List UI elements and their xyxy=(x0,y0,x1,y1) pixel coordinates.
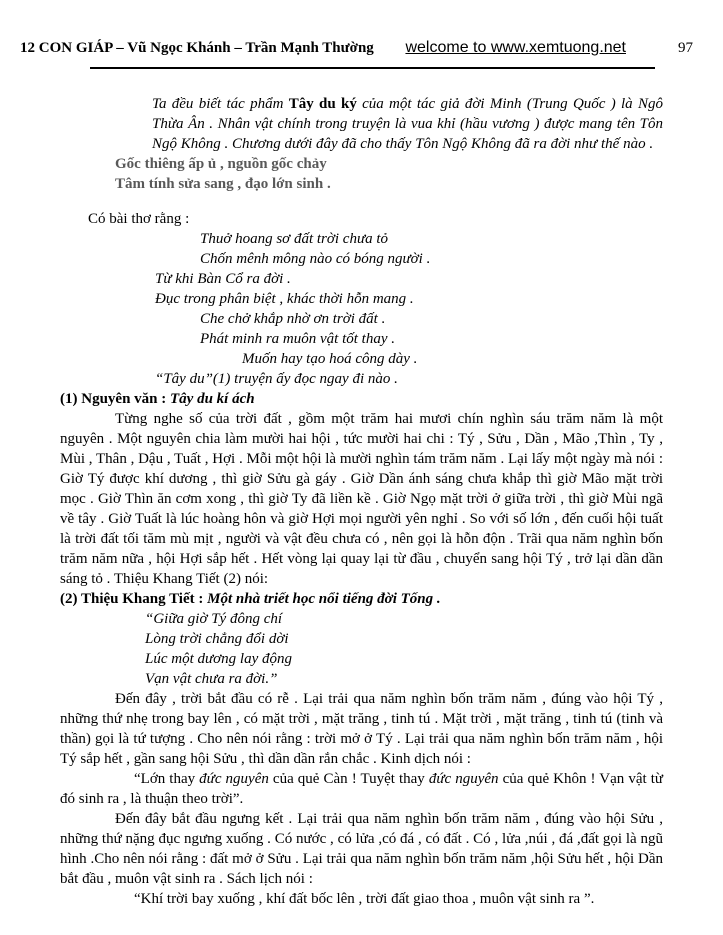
quotation-1 xyxy=(60,769,663,809)
poem-2-line-3: Lúc một dương lay động xyxy=(145,651,293,667)
poem-2-line-1: “Giữa giờ Tý đông chí xyxy=(145,611,283,627)
header-page-number: 97 xyxy=(678,40,693,56)
gray-couplet xyxy=(115,154,663,194)
intro-quote-text-pre: Ta đều biết tác phẩm xyxy=(152,96,289,112)
poem-1-line-7: Muốn hay tạo hoá công dày . xyxy=(242,351,418,367)
poem-1-line-3: Từ khi Bàn Cổ ra đời . xyxy=(155,271,291,287)
intro-quote-paragraph xyxy=(152,94,663,154)
footnote-2-text: Một nhà triết học nổi tiếng đời Tống . xyxy=(207,591,441,607)
poem-1-line-8: “Tây du”(1) truyện ấy đọc ngay đi nào . xyxy=(155,371,398,387)
footnote-1 xyxy=(60,389,663,409)
poem-1-line-5: Che chở khắp nhờ ơn trời đất . xyxy=(200,311,386,327)
intro-quote-text-post: của một tác giả đời Minh (Trung Quốc ) là Ngô Thừa Ân . Nhân vật chính trong truyện là vua khỉ (hầu vương ) được mang tên Tôn Ngộ Không . Chương dưới đây đã cho thấy Tôn Ngộ Không đã ra đời như thế nào . xyxy=(152,96,663,152)
quotation-1-part-1: “Lớn thay xyxy=(134,771,200,787)
footnote-1-text: Tây du kí ách xyxy=(170,391,255,407)
body-paragraph-3: Đến đây bắt đầu ngưng kết . Lại trải qua năm nghìn bốn trăm năm , đúng vào hội Sửu , những thứ nặng đục ngưng xuống . Có nước , có lửa ,có đá , có đất . Có , lửa ,núi , đá ,đất gọi là ngũ hình .Cho nên nói rằng : đất mở ở Sửu . Lại trải qua năm nghìn bốn trăm năm ,hội Sửu hết , hội Dần bắt đầu , muôn vật sinh ra . Sách lịch nói : xyxy=(60,811,663,887)
quotation-1-part-3: của quẻ Khôn ! Vạn vật từ đó sinh ra , là thuận theo trời”. xyxy=(60,771,663,807)
poem-2-line-2: Lòng trời chẳng đổi dời xyxy=(145,631,289,647)
poem-intro-line: Có bài thơ rằng : xyxy=(88,211,190,227)
quotation-2: “Khí trời bay xuống , khí đất bốc lên , trời đất giao thoa , muôn vật sinh ra ”. xyxy=(134,891,595,907)
poem-2 xyxy=(60,609,663,689)
quotation-1-part-2: của quẻ Càn ! Tuyệt thay xyxy=(268,771,429,787)
poem-1-line-2: Chốn mênh mông nào có bóng người . xyxy=(200,251,431,267)
poem-1-line-4: Đục trong phân biệt , khác thời hỗn mang . xyxy=(155,291,414,307)
poem-2-line-4: Vạn vật chưa ra đời.” xyxy=(145,671,278,687)
footnote-2-label: (2) Thiệu Khang Tiết : xyxy=(60,591,208,607)
page-header xyxy=(0,0,723,58)
body-paragraph-1: Từng nghe số của trời đất , gồm một trăm hai mươi chín nghìn sáu trăm năm là một nguyên . Một nguyên chia làm mười hai hội , tức mười hai chi : Tý , Sửu , Dần , Mão ,Thìn , Ty , Mùi , Thân , Dậu , Tuất , Hợi . Mỗi một hội là mười nghìn tám trăm năm . Lại lấy một ngày mà nói : Giờ Tý được khí dương , thì giờ Sửu gà gáy . Giờ Dần ánh sáng chưa khắp thì giờ Mão mặt trời mọc . Giờ Thìn ăn cơm xong , thì giờ Ty đã liền kề . Giờ Ngọ mặt trời ở giữa trời , thì giờ Mùi ngã về tây . Giờ Tuất là lúc hoàng hôn và giờ Hợi mọi người yên nghỉ . So với số lớn , đến cuối hội tuất là trời đất tối tăm mù mịt , người và vật đều chưa có , nên gọi là hỗn độn . Trãi qua năm nghìn bốn trăm năm nữa , hội Hợi sắp hết . Hết vòng lại quay lại từ đầu , chuyển sang hội Tý , trở lại dần dần sáng tỏ . Thiệu Khang Tiết (2) nói: xyxy=(60,411,663,587)
poem-1-line-6: Phát minh ra muôn vật tốt thay . xyxy=(200,331,395,347)
footnote-2 xyxy=(60,589,663,609)
footnote-1-label: (1) Nguyên văn : xyxy=(60,391,171,407)
poem-1 xyxy=(60,229,663,389)
gray-couplet-line-2: Tâm tính sửa sang , đạo lớn sinh . xyxy=(115,176,331,192)
body-paragraph-2: Đến đây , trời bắt đầu có rễ . Lại trải qua năm nghìn bốn trăm năm , đúng vào hội Tý , những thứ nhẹ trong bay lên , có mặt trời , mặt trăng , tinh tú . Mặt trời , mặt trăng , tinh tú (tinh và thần) gọi là tứ tượng . Cho nên nói rằng : trời mở ở Tý . Lại trải qua năm nghìn bốn trăm năm , hội Tý sắp hết , gần sang hội Sửu , thì dần dần rắn chắc . Kinh dịch nói : xyxy=(60,691,663,767)
quotation-1-italic-2: đức nguyên xyxy=(428,771,499,787)
quotation-1-italic-1: đức nguyên xyxy=(199,771,269,787)
gray-couplet-line-1: Gốc thiêng ấp ủ , nguồn gốc chảy xyxy=(115,156,327,172)
page-content xyxy=(0,69,723,909)
header-site-link[interactable]: welcome to www.xemtuong.net xyxy=(405,39,626,56)
poem-1-line-1: Thuở hoang sơ đất trời chưa tỏ xyxy=(200,231,389,247)
intro-quote-book-title: Tây du ký xyxy=(288,96,357,112)
header-book-title: 12 CON GIÁP – Vũ Ngọc Khánh – Trần Mạnh Thường xyxy=(20,40,374,56)
